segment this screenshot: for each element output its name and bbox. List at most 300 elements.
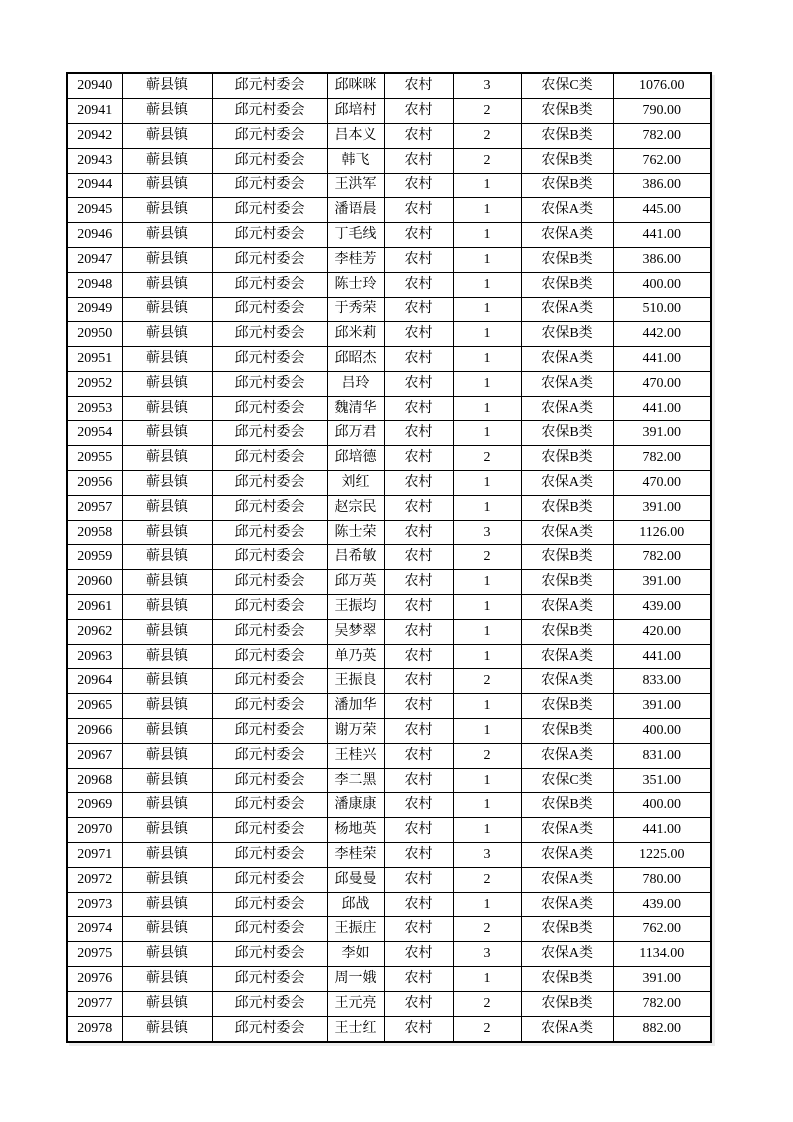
table-row	[67, 867, 711, 892]
table-cell: 农村	[384, 247, 453, 272]
table-cell: 蕲县镇	[122, 743, 212, 768]
table-cell: 农保B类	[521, 421, 613, 446]
table-cell: 20959	[67, 545, 122, 570]
table-cell: 蕲县镇	[122, 173, 212, 198]
table-cell: 762.00	[613, 917, 711, 942]
table-cell: 400.00	[613, 272, 711, 297]
table-cell: 农保B类	[521, 99, 613, 124]
table-row	[67, 843, 711, 868]
table-cell: 农村	[384, 843, 453, 868]
table-cell: 赵宗民	[327, 495, 384, 520]
table-cell: 农村	[384, 867, 453, 892]
table-cell: 邱元村委会	[212, 520, 327, 545]
table-cell: 782.00	[613, 446, 711, 471]
table-cell: 农村	[384, 446, 453, 471]
table-cell: 蕲县镇	[122, 247, 212, 272]
table-cell: 邱元村委会	[212, 223, 327, 248]
table-cell: 农村	[384, 917, 453, 942]
table-cell: 农保A类	[521, 843, 613, 868]
table-cell: 魏清华	[327, 396, 384, 421]
table-cell: 农保B类	[521, 967, 613, 992]
table-cell: 邱元村委会	[212, 843, 327, 868]
table-row	[67, 495, 711, 520]
table-cell: 农保B类	[521, 917, 613, 942]
table-cell: 20960	[67, 570, 122, 595]
table-cell: 1	[453, 272, 521, 297]
table-cell: 20944	[67, 173, 122, 198]
table-cell: 邱元村委会	[212, 967, 327, 992]
table-cell: 于秀荣	[327, 297, 384, 322]
table-cell: 2	[453, 99, 521, 124]
table-cell: 杨地英	[327, 818, 384, 843]
table-cell: 20975	[67, 942, 122, 967]
table-cell: 邱元村委会	[212, 719, 327, 744]
table-cell: 邱元村委会	[212, 173, 327, 198]
table-cell: 邱元村委会	[212, 198, 327, 223]
table-cell: 农村	[384, 73, 453, 99]
table-row	[67, 123, 711, 148]
table-cell: 农保A类	[521, 223, 613, 248]
table-cell: 农保C类	[521, 73, 613, 99]
table-cell: 农保A类	[521, 743, 613, 768]
table-cell: 386.00	[613, 173, 711, 198]
table-cell: 470.00	[613, 371, 711, 396]
table-cell: 1	[453, 818, 521, 843]
table-cell: 20957	[67, 495, 122, 520]
table-cell: 782.00	[613, 123, 711, 148]
table-cell: 831.00	[613, 743, 711, 768]
table-row	[67, 73, 711, 99]
table-cell: 442.00	[613, 322, 711, 347]
table-cell: 2	[453, 917, 521, 942]
table-row	[67, 694, 711, 719]
table-cell: 蕲县镇	[122, 942, 212, 967]
table-cell: 邱曼曼	[327, 867, 384, 892]
table-cell: 吕希敏	[327, 545, 384, 570]
table-cell: 1134.00	[613, 942, 711, 967]
table-cell: 386.00	[613, 247, 711, 272]
table-cell: 潘康康	[327, 793, 384, 818]
table-cell: 蕲县镇	[122, 297, 212, 322]
table-cell: 农保B类	[521, 148, 613, 173]
table-cell: 邱元村委会	[212, 991, 327, 1016]
table-cell: 蕲县镇	[122, 223, 212, 248]
table-cell: 1	[453, 644, 521, 669]
table-cell: 邱元村委会	[212, 644, 327, 669]
table-cell: 1	[453, 595, 521, 620]
table-cell: 20940	[67, 73, 122, 99]
table-row	[67, 347, 711, 372]
table-cell: 441.00	[613, 396, 711, 421]
table-cell: 蕲县镇	[122, 991, 212, 1016]
table-cell: 邱元村委会	[212, 123, 327, 148]
table-cell: 农保A类	[521, 520, 613, 545]
table-row	[67, 545, 711, 570]
table-cell: 邱元村委会	[212, 743, 327, 768]
table-cell: 邱元村委会	[212, 694, 327, 719]
table-cell: 邱元村委会	[212, 942, 327, 967]
table-cell: 农村	[384, 818, 453, 843]
table-cell: 单乃英	[327, 644, 384, 669]
table-cell: 2	[453, 545, 521, 570]
table-cell: 农保A类	[521, 371, 613, 396]
table-cell: 李二黑	[327, 768, 384, 793]
table-cell: 蕲县镇	[122, 570, 212, 595]
table-cell: 农村	[384, 644, 453, 669]
table-row	[67, 942, 711, 967]
table-cell: 农村	[384, 793, 453, 818]
table-cell: 邱元村委会	[212, 421, 327, 446]
table-cell: 3	[453, 942, 521, 967]
table-cell: 李桂芳	[327, 247, 384, 272]
table-cell: 510.00	[613, 297, 711, 322]
table-cell: 农保B类	[521, 545, 613, 570]
table-cell: 农村	[384, 619, 453, 644]
table-cell: 400.00	[613, 793, 711, 818]
table-cell: 20945	[67, 198, 122, 223]
table-row	[67, 644, 711, 669]
table-cell: 441.00	[613, 223, 711, 248]
table-cell: 蕲县镇	[122, 694, 212, 719]
table-cell: 20976	[67, 967, 122, 992]
table-cell: 农村	[384, 595, 453, 620]
table-cell: 农村	[384, 743, 453, 768]
table-cell: 20969	[67, 793, 122, 818]
table-cell: 农保B类	[521, 272, 613, 297]
table-cell: 蕲县镇	[122, 818, 212, 843]
table-cell: 王振均	[327, 595, 384, 620]
table-cell: 20953	[67, 396, 122, 421]
table-row	[67, 743, 711, 768]
table-cell: 20964	[67, 669, 122, 694]
table-cell: 农村	[384, 347, 453, 372]
table-cell: 782.00	[613, 545, 711, 570]
table-cell: 蕲县镇	[122, 768, 212, 793]
table-cell: 1	[453, 719, 521, 744]
table-cell: 20966	[67, 719, 122, 744]
table-cell: 439.00	[613, 595, 711, 620]
table-cell: 20958	[67, 520, 122, 545]
table-cell: 2	[453, 1016, 521, 1042]
table-cell: 1	[453, 619, 521, 644]
table-cell: 农村	[384, 322, 453, 347]
table-cell: 农村	[384, 694, 453, 719]
table-cell: 农保B类	[521, 619, 613, 644]
table-row	[67, 421, 711, 446]
table-cell: 蕲县镇	[122, 1016, 212, 1042]
table-cell: 邱元村委会	[212, 793, 327, 818]
table-cell: 农保A类	[521, 471, 613, 496]
table-cell: 农保B类	[521, 694, 613, 719]
table-cell: 农保B类	[521, 570, 613, 595]
table-cell: 1	[453, 967, 521, 992]
table-cell: 20948	[67, 272, 122, 297]
table-cell: 王振庄	[327, 917, 384, 942]
table-cell: 农村	[384, 99, 453, 124]
table-cell: 1	[453, 421, 521, 446]
table-cell: 391.00	[613, 421, 711, 446]
table-cell: 20967	[67, 743, 122, 768]
table-cell: 20973	[67, 892, 122, 917]
table-cell: 农村	[384, 570, 453, 595]
table-cell: 1	[453, 892, 521, 917]
table-cell: 农保B类	[521, 123, 613, 148]
table-cell: 邱昭杰	[327, 347, 384, 372]
table-cell: 邱元村委会	[212, 1016, 327, 1042]
table-body	[67, 73, 711, 1042]
table-cell: 李桂荣	[327, 843, 384, 868]
table-cell: 邱元村委会	[212, 570, 327, 595]
table-cell: 邱元村委会	[212, 247, 327, 272]
table-cell: 蕲县镇	[122, 669, 212, 694]
table-cell: 441.00	[613, 818, 711, 843]
table-row	[67, 148, 711, 173]
table-cell: 3	[453, 843, 521, 868]
table-row	[67, 818, 711, 843]
table-cell: 蕲县镇	[122, 198, 212, 223]
table-cell: 2	[453, 867, 521, 892]
table-cell: 农村	[384, 148, 453, 173]
table-cell: 20972	[67, 867, 122, 892]
table-cell: 蕲县镇	[122, 520, 212, 545]
table-cell: 农村	[384, 471, 453, 496]
table-cell: 邱元村委会	[212, 669, 327, 694]
table-row	[67, 446, 711, 471]
table-cell: 441.00	[613, 347, 711, 372]
table-cell: 833.00	[613, 669, 711, 694]
table-cell: 吕本义	[327, 123, 384, 148]
table-cell: 邱咪咪	[327, 73, 384, 99]
table-cell: 陈士荣	[327, 520, 384, 545]
table-cell: 农保B类	[521, 173, 613, 198]
table-cell: 邱元村委会	[212, 818, 327, 843]
table-cell: 邱万君	[327, 421, 384, 446]
table-cell: 蕲县镇	[122, 471, 212, 496]
table-row	[67, 595, 711, 620]
table-cell: 农村	[384, 991, 453, 1016]
table-cell: 蕲县镇	[122, 371, 212, 396]
table-cell: 蕲县镇	[122, 123, 212, 148]
table-cell: 丁毛线	[327, 223, 384, 248]
table-cell: 2	[453, 446, 521, 471]
table-cell: 农村	[384, 892, 453, 917]
table-cell: 农村	[384, 719, 453, 744]
table-cell: 蕲县镇	[122, 272, 212, 297]
table-row	[67, 272, 711, 297]
table-cell: 351.00	[613, 768, 711, 793]
table-cell: 邱元村委会	[212, 322, 327, 347]
table-cell: 王洪军	[327, 173, 384, 198]
table-cell: 蕲县镇	[122, 421, 212, 446]
table-cell: 农保A类	[521, 1016, 613, 1042]
table-cell: 邱元村委会	[212, 99, 327, 124]
table-cell: 邱万英	[327, 570, 384, 595]
table-cell: 邱元村委会	[212, 892, 327, 917]
table-cell: 蕲县镇	[122, 843, 212, 868]
table-cell: 邱培村	[327, 99, 384, 124]
table-cell: 农村	[384, 123, 453, 148]
table-cell: 邱米莉	[327, 322, 384, 347]
table-cell: 20971	[67, 843, 122, 868]
table-cell: 20970	[67, 818, 122, 843]
table-cell: 邱元村委会	[212, 347, 327, 372]
table-cell: 农保B类	[521, 495, 613, 520]
table-cell: 蕲县镇	[122, 396, 212, 421]
table-cell: 780.00	[613, 867, 711, 892]
table-cell: 20952	[67, 371, 122, 396]
table-cell: 1	[453, 247, 521, 272]
table-cell: 周一娥	[327, 967, 384, 992]
table-cell: 1	[453, 471, 521, 496]
table-cell: 20950	[67, 322, 122, 347]
table-cell: 391.00	[613, 694, 711, 719]
table-cell: 2	[453, 743, 521, 768]
table-cell: 蕲县镇	[122, 867, 212, 892]
table-row	[67, 297, 711, 322]
table-row	[67, 570, 711, 595]
table-cell: 农村	[384, 371, 453, 396]
table-cell: 王振良	[327, 669, 384, 694]
table-cell: 391.00	[613, 570, 711, 595]
table-cell: 420.00	[613, 619, 711, 644]
table-cell: 王桂兴	[327, 743, 384, 768]
table-cell: 邱战	[327, 892, 384, 917]
table-cell: 20956	[67, 471, 122, 496]
table-cell: 蕲县镇	[122, 347, 212, 372]
table-cell: 农保A类	[521, 297, 613, 322]
table-row	[67, 768, 711, 793]
table-cell: 农村	[384, 223, 453, 248]
table-row	[67, 917, 711, 942]
table-row	[67, 247, 711, 272]
table-cell: 蕲县镇	[122, 917, 212, 942]
table-cell: 蕲县镇	[122, 73, 212, 99]
table-cell: 20954	[67, 421, 122, 446]
table-cell: 1	[453, 793, 521, 818]
table-cell: 农村	[384, 173, 453, 198]
table-cell: 农保C类	[521, 768, 613, 793]
table-cell: 邱元村委会	[212, 148, 327, 173]
table-cell: 邱元村委会	[212, 471, 327, 496]
table-row	[67, 173, 711, 198]
table-row	[67, 198, 711, 223]
table-cell: 蕲县镇	[122, 619, 212, 644]
table-cell: 邱元村委会	[212, 396, 327, 421]
table-row	[67, 322, 711, 347]
table-cell: 农村	[384, 545, 453, 570]
table-cell: 20949	[67, 297, 122, 322]
table-cell: 邱元村委会	[212, 446, 327, 471]
table-row	[67, 793, 711, 818]
table-cell: 1126.00	[613, 520, 711, 545]
table-cell: 470.00	[613, 471, 711, 496]
table-cell: 1	[453, 396, 521, 421]
table-cell: 2	[453, 123, 521, 148]
table-cell: 农保B类	[521, 719, 613, 744]
table-cell: 农保A类	[521, 347, 613, 372]
table-cell: 蕲县镇	[122, 595, 212, 620]
table-cell: 邱元村委会	[212, 595, 327, 620]
table-cell: 农保A类	[521, 867, 613, 892]
table-cell: 王士红	[327, 1016, 384, 1042]
table-cell: 蕲县镇	[122, 967, 212, 992]
table-cell: 790.00	[613, 99, 711, 124]
table-cell: 1	[453, 371, 521, 396]
table-cell: 1225.00	[613, 843, 711, 868]
table-cell: 391.00	[613, 495, 711, 520]
table-row	[67, 669, 711, 694]
table-cell: 农村	[384, 942, 453, 967]
table-row	[67, 892, 711, 917]
table-cell: 农保B类	[521, 991, 613, 1016]
table-cell: 439.00	[613, 892, 711, 917]
table-cell: 20962	[67, 619, 122, 644]
table-row	[67, 991, 711, 1016]
table-cell: 3	[453, 73, 521, 99]
table-cell: 农保A类	[521, 669, 613, 694]
table-cell: 吕玲	[327, 371, 384, 396]
table-cell: 蕲县镇	[122, 495, 212, 520]
table-cell: 20965	[67, 694, 122, 719]
table-cell: 陈士玲	[327, 272, 384, 297]
table-cell: 邱元村委会	[212, 917, 327, 942]
table-cell: 20955	[67, 446, 122, 471]
table-cell: 邱元村委会	[212, 272, 327, 297]
table-row	[67, 520, 711, 545]
table-cell: 1	[453, 223, 521, 248]
table-cell: 农保A类	[521, 818, 613, 843]
table-row	[67, 396, 711, 421]
table-cell: 潘语晨	[327, 198, 384, 223]
table-cell: 20947	[67, 247, 122, 272]
table-cell: 农村	[384, 768, 453, 793]
table-cell: 1	[453, 198, 521, 223]
table-cell: 1	[453, 297, 521, 322]
table-cell: 1	[453, 173, 521, 198]
table-cell: 谢万荣	[327, 719, 384, 744]
table-cell: 1	[453, 570, 521, 595]
table-cell: 2	[453, 669, 521, 694]
table-cell: 农保A类	[521, 396, 613, 421]
table-cell: 蕲县镇	[122, 99, 212, 124]
table-cell: 20974	[67, 917, 122, 942]
table-cell: 1	[453, 694, 521, 719]
table-cell: 潘加华	[327, 694, 384, 719]
table-cell: 2	[453, 148, 521, 173]
table-cell: 762.00	[613, 148, 711, 173]
table-cell: 农村	[384, 967, 453, 992]
table-cell: 农村	[384, 272, 453, 297]
table-cell: 蕲县镇	[122, 644, 212, 669]
table-cell: 3	[453, 520, 521, 545]
table-cell: 1	[453, 495, 521, 520]
table-cell: 20942	[67, 123, 122, 148]
table-cell: 蕲县镇	[122, 892, 212, 917]
table-row	[67, 967, 711, 992]
table-cell: 20951	[67, 347, 122, 372]
table-cell: 农保B类	[521, 247, 613, 272]
rural-insurance-table	[66, 72, 712, 1043]
table-cell: 农保A类	[521, 198, 613, 223]
table-cell: 邱元村委会	[212, 73, 327, 99]
table-cell: 农保B类	[521, 446, 613, 471]
table-cell: 农保B类	[521, 793, 613, 818]
table-cell: 蕲县镇	[122, 793, 212, 818]
table-cell: 蕲县镇	[122, 446, 212, 471]
table-cell: 20961	[67, 595, 122, 620]
table-cell: 农保A类	[521, 942, 613, 967]
table-cell: 400.00	[613, 719, 711, 744]
